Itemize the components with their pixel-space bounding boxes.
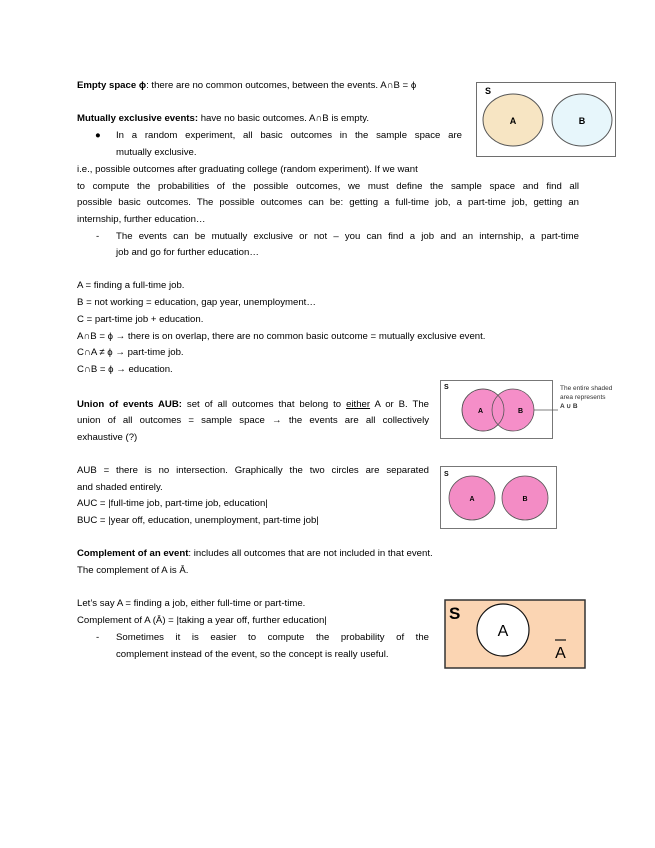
circle-a-label: A	[469, 496, 475, 503]
example-dash-2: complement instead of the event, so the concept is really useful.	[116, 649, 389, 660]
mutex-term: Mutually exclusive events:	[77, 113, 199, 124]
union2-line-3: AUC = |full-time job, part-time job, education|	[77, 498, 268, 509]
union-line-2: union of all outcomes = sample space → the events are all collectively	[77, 415, 429, 426]
complement-term: Complement of an event	[77, 548, 189, 559]
circle-b-label: B	[518, 408, 524, 415]
complement-label: A	[555, 645, 566, 662]
complement-text: : includes all outcomes that are not included in that event.	[188, 548, 433, 559]
def-b: B = not working = education, gap year, unemployment…	[77, 297, 316, 308]
mutex-bullet-1: In a random experiment, all basic outcomes in the sample space are	[116, 130, 462, 141]
dash-marker: -	[96, 231, 100, 242]
mutex-bullet-2: mutually exclusive.	[116, 147, 197, 158]
union2-line-1: AUB = there is no intersection. Graphically the two circles are separated	[77, 465, 429, 476]
def-c: C = part-time job + education.	[77, 314, 204, 325]
union-text-pre: set of all outcomes that belong to	[181, 399, 347, 410]
sample-space-label: S	[485, 86, 492, 96]
para1-line-4: internship, further education…	[77, 214, 206, 225]
callout-note-1: The entire shaded	[560, 385, 613, 392]
circle-a-label: A	[497, 623, 509, 640]
circle-a-label: A	[478, 408, 484, 415]
callout-note-3: A ∪ B	[560, 403, 578, 410]
venn-disjoint-figure	[476, 82, 616, 157]
dash1-line-1: The events can be mutually exclusive or not – you can find a job and an internship, a part-time	[116, 231, 579, 242]
union-line-3: exhaustive (?)	[77, 432, 138, 443]
dash1-line-2: job and go for further education…	[116, 247, 259, 258]
union-text-post: A or B. The	[370, 399, 429, 410]
union-term: Union of events AUB:	[77, 399, 182, 410]
def-c-and-a: C∩A ≠ ϕ → part-time job.	[77, 347, 184, 358]
union-line-1	[77, 397, 429, 414]
callout-note-2: area represents	[560, 394, 606, 401]
complement-line-2: The complement of A is Ā.	[77, 565, 189, 576]
para1-line-2: to compute the probabilities of the possible outcomes, we must define the sample space and find all	[77, 181, 579, 192]
sample-space-label: S	[444, 384, 449, 391]
dash-marker: -	[96, 632, 100, 643]
def-a: A = finding a full-time job.	[77, 280, 185, 291]
union-underlined: either	[346, 399, 371, 410]
sample-space-label: S	[444, 471, 449, 478]
venn-separated-figure	[440, 466, 557, 529]
sample-space-label: S	[449, 604, 461, 623]
complement-figure	[444, 599, 586, 669]
empty-space-text: : there are no common outcomes, between the events. A∩B = ϕ	[146, 80, 417, 91]
empty-space-symbol: ϕ	[138, 80, 147, 91]
empty-space-term: Empty space	[77, 80, 137, 91]
circle-b-label: B	[522, 496, 528, 503]
complement-line-1	[77, 546, 433, 563]
def-c-and-b: C∩B = ϕ → education.	[77, 364, 173, 375]
def-a-and-b: A∩B = ϕ → there is on overlap, there are no common basic outcome = mutually exclusive event.	[77, 331, 486, 342]
union2-line-4: BUC = |year off, education, unemployment, part-time job|	[77, 515, 319, 526]
para1-line-3: possible basic outcomes. The possible outcomes can be: getting a full-time job, a part-time job, getting an	[77, 197, 579, 208]
example-dash-1: Sometimes it is easier to compute the probability of the	[116, 632, 429, 643]
circle-a-label: A	[509, 116, 517, 126]
example-line-2: Complement of A (Ā) = |taking a year off, further education|	[77, 615, 327, 626]
bullet-dot: ●	[95, 130, 101, 141]
para1-line-1: i.e., possible outcomes after graduating college (random experiment). If we want	[77, 164, 418, 175]
union2-line-2: and shaded entirely.	[77, 482, 163, 493]
venn-union-figure	[440, 380, 630, 440]
example-line-1: Let’s say A = finding a job, either full-time or part-time.	[77, 598, 306, 609]
empty-space-line	[77, 78, 416, 95]
circle-b-label: B	[578, 116, 586, 126]
mutex-text: have no basic outcomes. A∩B is empty.	[198, 113, 370, 124]
mutex-line	[77, 111, 369, 128]
